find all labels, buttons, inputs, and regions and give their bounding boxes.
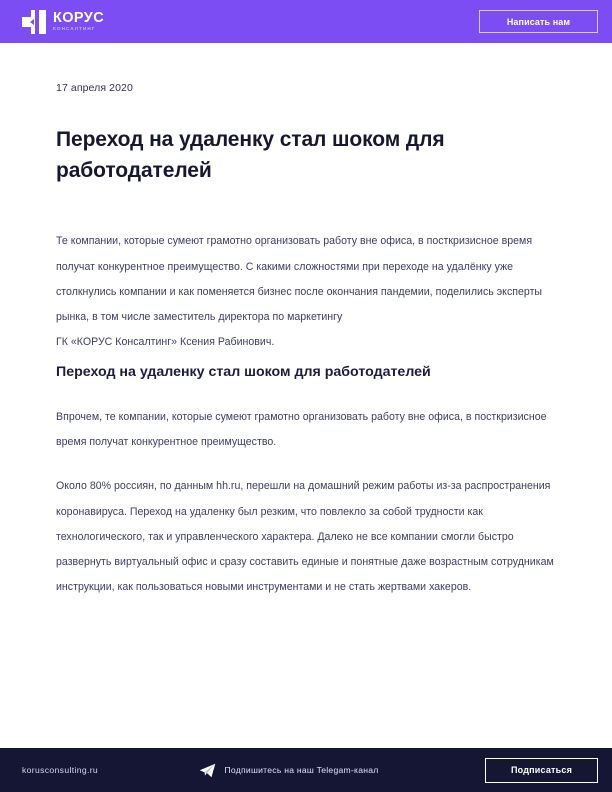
brand-logo[interactable]	[22, 10, 104, 34]
article-body	[56, 229, 556, 600]
korus-logo-icon	[22, 10, 46, 34]
article-date: 17 апреля 2020	[56, 82, 133, 94]
paragraph-2: Впрочем, те компании, которые сумеют грамотно организовать работу вне офиса, в посткризисное время получат конкурентное преимущество.	[56, 410, 547, 449]
footer-telegram-block	[98, 763, 479, 778]
paragraph-3: Около 80% россиян, по данным hh.ru, перешли на домашний режим работы из-за распространения коронавируса. Переход на удаленку был резким, что повлекло за собой трудности как технологического, так и управленческого характера. Далеко не все компании смогли быстро развернуть виртуальный офис и сразу составить единые и понятные даже возрастным сотрудникам инструкции, как пользоваться новыми инструментами и не стать жертвами хакеров.	[56, 480, 554, 594]
site-header	[0, 0, 612, 43]
brand-wordmark	[53, 11, 104, 32]
brand-name: КОРУС	[53, 9, 105, 26]
lead-paragraph: Те компании, которые сумеют грамотно организовать работу вне офиса, в посткризисное время получат конкурентное преимущество. С какими сложностями при переходе на удалёнку уже столкнулись компании и как поменяется бизнес после окончания пандемии, поделились эксперты рынка, в том числе заместитель директора по маркетингу	[56, 235, 543, 323]
page-title: Переход на удаленку стал шоком для работодателей	[56, 128, 445, 182]
site-footer	[0, 748, 612, 792]
footer-site-url[interactable]: korusconsulting.ru	[22, 765, 99, 775]
telegram-note: Подпишитесь на наш Telegam-канал	[224, 765, 379, 775]
article-content	[0, 43, 612, 748]
lead-attribution: ГК «КОРУС Консалтинг» Ксения Рабинович.	[56, 336, 275, 349]
section-heading: Переход на удаленку стал шоком для работодателей	[56, 364, 431, 381]
subscribe-button[interactable]: Подписаться	[485, 758, 598, 783]
contact-us-button[interactable]: Написать нам	[479, 10, 598, 33]
telegram-icon	[199, 763, 216, 778]
brand-subtitle: КОНСАЛТИНГ	[53, 26, 96, 32]
